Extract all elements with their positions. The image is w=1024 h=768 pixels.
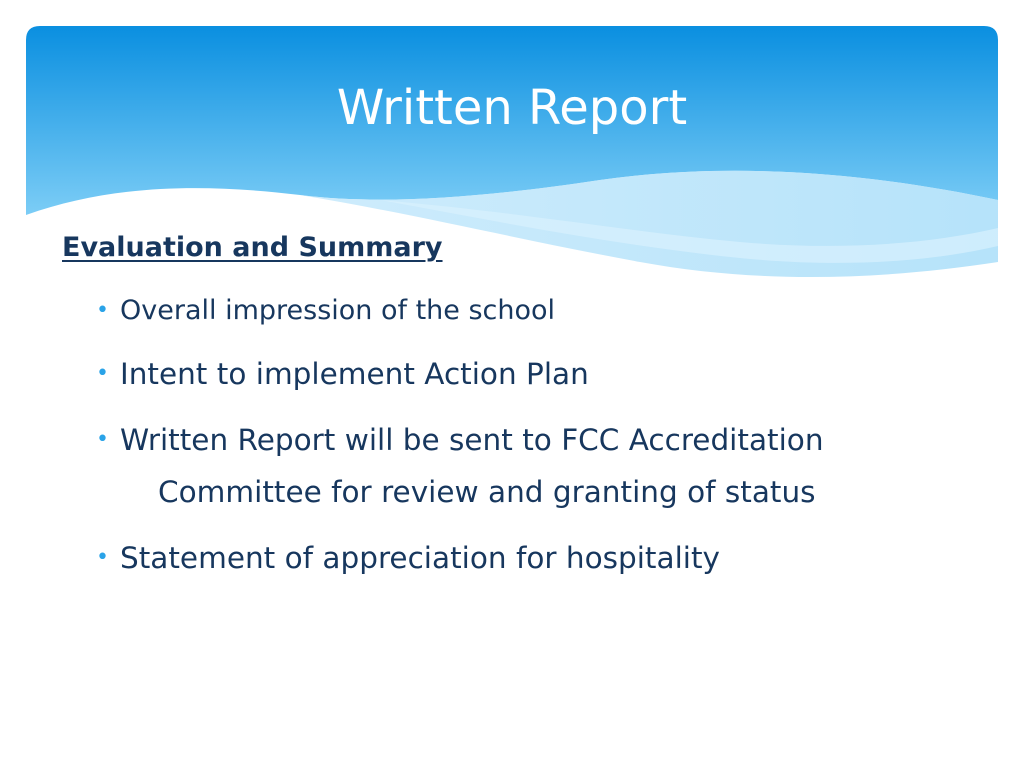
list-item xyxy=(96,288,976,334)
bullet-text: Written Report will be sent to FCC Accreditation Committee for review and granting of status xyxy=(120,423,824,509)
bullet-text: Intent to implement Action Plan xyxy=(120,357,589,391)
bullet-dot-icon: • xyxy=(96,545,109,570)
list-item xyxy=(96,348,976,400)
slide-title: Written Report xyxy=(336,80,688,136)
bullet-text: Overall impression of the school xyxy=(120,295,556,326)
bullet-dot-icon: • xyxy=(96,298,109,323)
list-item xyxy=(96,414,976,518)
bullet-list xyxy=(96,288,976,598)
list-item xyxy=(96,532,976,584)
bullet-dot-icon: • xyxy=(96,427,109,452)
bullet-text: Statement of appreciation for hospitality xyxy=(120,541,720,575)
bullet-dot-icon: • xyxy=(96,361,109,386)
section-heading: Evaluation and Summary xyxy=(62,232,443,263)
